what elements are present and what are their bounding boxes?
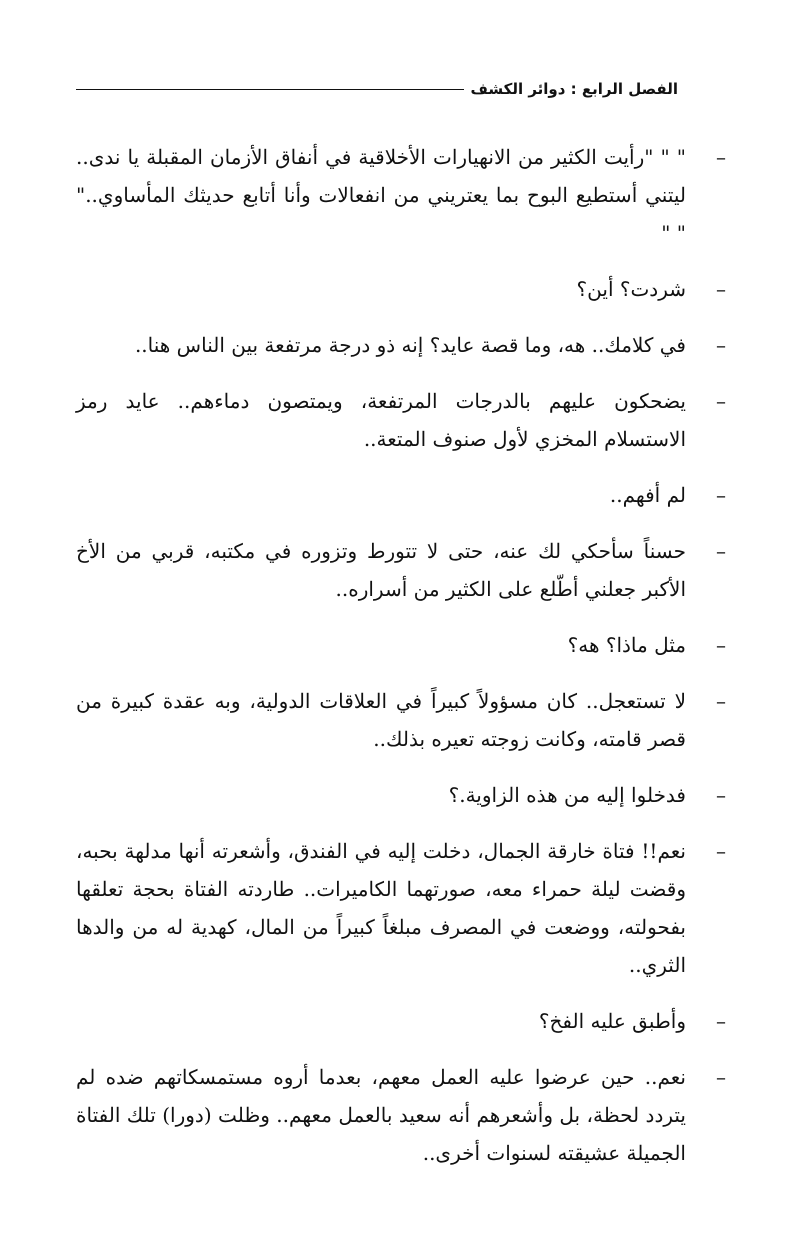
- dialogue-line: [76, 682, 726, 758]
- dash-marker: –: [716, 1009, 726, 1033]
- dialogue-line: [76, 626, 726, 664]
- dialogue-line: [76, 382, 726, 458]
- dialogue-line: [76, 776, 726, 814]
- dash-marker: –: [716, 839, 726, 863]
- dialogue-text: يضحكون عليهم بالدرجات المرتفعة، ويمتصون دماءهم.. عايد رمز الاستسلام المخزي لأول صنوف المتعة..: [76, 389, 686, 451]
- dash-marker: –: [716, 633, 726, 657]
- dialogue-text: لا تستعجل.. كان مسؤولاً كبيراً في العلاقات الدولية، وبه عقدة كبيرة من قصر قامته، وكانت زوجته تعيره بذلك..: [76, 689, 686, 751]
- dialogue-text: حسناً سأحكي لك عنه، حتى لا تتورط وتزوره في مكتبه، قربي من الأخ الأكبر جعلني أطّلع على الكثير من أسراره..: [76, 539, 686, 601]
- dialogue-line: [76, 1002, 726, 1040]
- dialogue-text: في كلامك.. هه، وما قصة عايد؟ إنه ذو درجة مرتفعة بين الناس هنا..: [134, 333, 686, 357]
- dialogue-text: لم أفهم..: [609, 483, 686, 507]
- dialogue-line: [76, 138, 726, 252]
- dialogue-text: شردت؟ أين؟: [576, 277, 686, 301]
- dash-marker: –: [716, 389, 726, 413]
- dialogue-line: [76, 832, 726, 984]
- dialogue-line: [76, 326, 726, 364]
- header-rule: [76, 89, 464, 90]
- dialogue-line: [76, 270, 726, 308]
- dialogue-line: [76, 476, 726, 514]
- dialogue-body: [76, 138, 726, 1172]
- dialogue-line: [76, 1058, 726, 1172]
- dialogue-text: فدخلوا إليه من هذه الزاوية.؟: [448, 783, 686, 807]
- dash-marker: –: [716, 689, 726, 713]
- dialogue-text: " " "رأيت الكثير من الانهيارات الأخلاقية في أنفاق الأزمان المقبلة يا ندى.. ليتني أستطيع البوح بما يعتريني من انفعالات وأنا أتابع حديثك المأساوي.." " ": [76, 145, 686, 245]
- dash-marker: –: [716, 333, 726, 357]
- dialogue-text: وأطبق عليه الفخ؟: [538, 1009, 686, 1033]
- dialogue-text: مثل ماذا؟ هه؟: [567, 633, 686, 657]
- dash-marker: –: [716, 783, 726, 807]
- running-header: [76, 80, 678, 98]
- dash-marker: –: [716, 1065, 726, 1089]
- chapter-title: الفصل الرابع : دوائر الكشف: [470, 80, 678, 98]
- dialogue-text: نعم!! فتاة خارقة الجمال، دخلت إليه في الفندق، وأشعرته أنها مدلهة بحبه، وقضت ليلة حمراء معه، صورتهما الكاميرات.. طاردته الفتاة بحجة تعلقها بفحولته، ووضعت في المصرف مبلغاً كبيراً من المال، كهدية له من والدها الثري..: [76, 839, 686, 977]
- dash-marker: –: [716, 539, 726, 563]
- dialogue-text: نعم.. حين عرضوا عليه العمل معهم، بعدما أروه مستمسكاتهم ضده لم يتردد لحظة، بل وأشعرهم أنه سعيد بالعمل معهم.. وظلت (دورا) تلك الفتاة الجميلة عشيقته لسنوات أخرى..: [76, 1065, 686, 1165]
- dash-marker: –: [716, 145, 726, 169]
- dash-marker: –: [716, 277, 726, 301]
- dialogue-line: [76, 532, 726, 608]
- dash-marker: –: [716, 483, 726, 507]
